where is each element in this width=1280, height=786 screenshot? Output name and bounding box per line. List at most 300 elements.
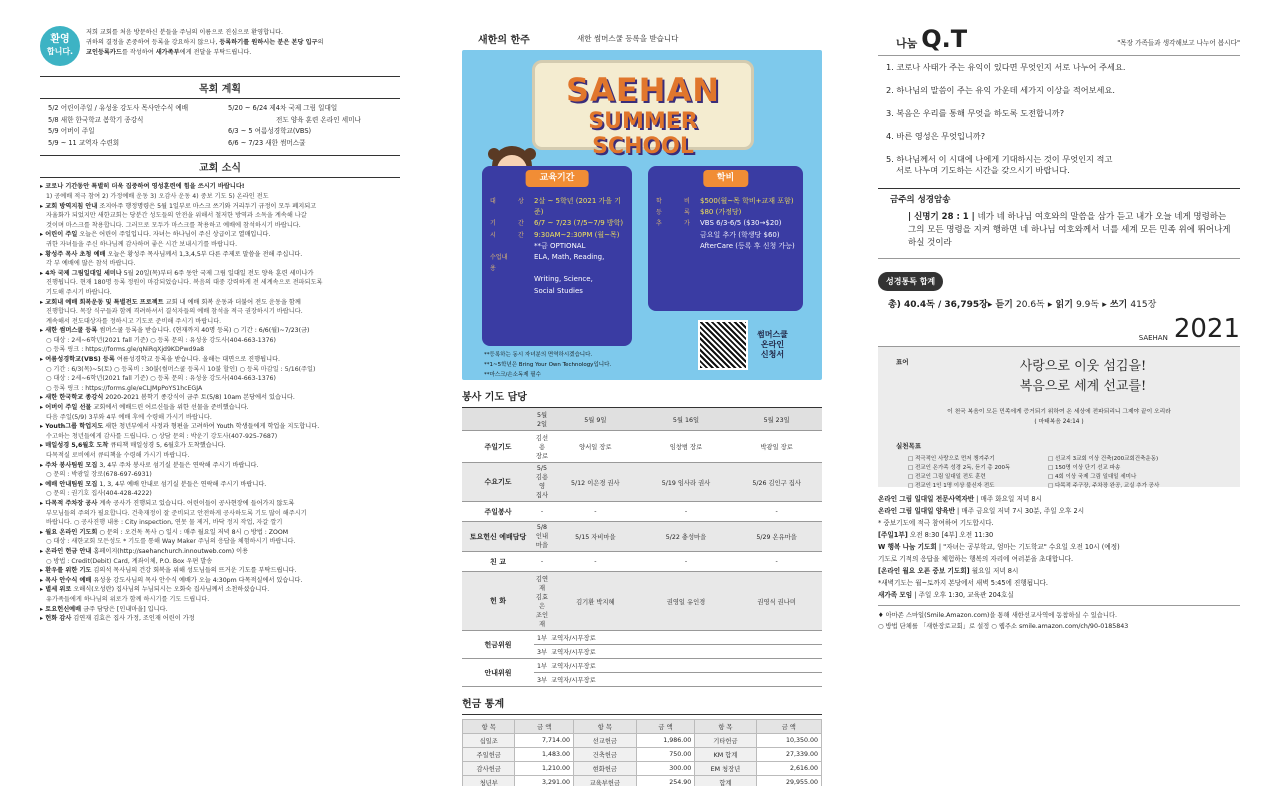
bullet-icon: ▸ (40, 615, 46, 623)
plan-left-item: 5/9 어버이 주일 (48, 127, 95, 136)
poster-row-value: ELA, Math, Reading, (534, 253, 605, 262)
news-subline: ○ 대상 : 새한교회 모든성도 * 기도를 통해 Way Maker 주님의 응답을 체험하시기 바랍니다. (46, 538, 296, 546)
poster-note: **마스크/손소독제 필수 (484, 372, 541, 378)
bullet-icon: ▸ (40, 480, 46, 488)
offering-header: 항 목 (574, 720, 637, 734)
poster-row-key2 (684, 241, 694, 252)
news-item (40, 528, 400, 538)
news-text: 5월 20일(목)부터 6주 동안 국제 그림 일대일 전도 양육 훈련 세미나가 (121, 269, 314, 277)
duty-cell: 권영식 권나미 (731, 572, 822, 631)
poster-row (490, 286, 624, 297)
duty-cell: 5/22 충성마을 (641, 522, 732, 552)
memory-verse (878, 188, 1240, 250)
bible-stats (878, 291, 1240, 310)
news-text: 금주 담당은 [인내마을] 입니다. (81, 605, 168, 613)
news-text: 3, 4부 주차 봉사로 섬기실 분들은 연락해 주시기 바랍니다. (97, 461, 259, 469)
news-text: 교회에서 예배드린 어르신들을 위한 선물을 준비했습니다. (91, 404, 249, 412)
news-subline: 기도해 주시기 바랍니다. (46, 288, 112, 296)
news-item (40, 547, 400, 557)
news-item (40, 269, 400, 279)
qr-code[interactable] (698, 320, 748, 370)
plan-title: 목회 계획 (40, 76, 400, 99)
news-item (40, 298, 400, 308)
sign-line: 신청서 (760, 350, 785, 359)
tuition-title: 학비 (703, 170, 748, 187)
info-line (878, 493, 1240, 505)
bullet-icon: ▸ (40, 231, 46, 239)
usher-part: 3부 (534, 673, 550, 687)
poster-row-key2: 비 (684, 198, 690, 205)
duty-row-label: 헌 화 (462, 572, 534, 631)
poster-row-key2: 상 (518, 198, 524, 205)
poster-row (490, 252, 624, 274)
verse-title: 금주의 성경암송 (890, 195, 951, 205)
qt-title: Q.T (921, 26, 968, 53)
church-name: SAEHAN (1138, 334, 1168, 342)
bullet-icon: ▸ (40, 202, 46, 210)
info-bold: 온라인 그림 일대일 전문사역자반 (878, 495, 975, 503)
offering-amount: 750.00 (636, 748, 695, 762)
news-text: 2020-2021 봄학기 종강식이 금주 토(5/8) 10am 본당에서 있습니다. (103, 394, 295, 402)
news-heading: Youth그룹 학업지도 (45, 423, 104, 431)
offering-header: 금 액 (515, 720, 574, 734)
bullet-icon: ▸ (40, 423, 46, 431)
bullet-icon: ▸ (40, 250, 46, 258)
info-text: * 중보기도에 적극 참여하여 기도합시다. (878, 519, 994, 527)
news-heading: 목사 안수식 예배 (45, 576, 92, 584)
news-item (40, 202, 400, 212)
bullet-icon: ▸ (40, 586, 46, 594)
qt-question: 5. 하나님께서 이 시대에 나에게 기대하시는 것이 무엇인지 적고 (886, 154, 1113, 164)
duty-cell: 5/29 온유마을 (731, 522, 822, 552)
duty-row (462, 522, 822, 552)
plan-left (48, 103, 228, 149)
poster-row-key: 학 (656, 198, 662, 205)
news-text: 유성웅 강도사님의 목사 안수식 예배가 오늘 4:30pm 다목적실에서 있습니다. (91, 576, 303, 584)
bullet-icon: ▸ (40, 183, 46, 191)
qt-question: 1. 코로나 사태가 주는 유익이 있다면 무엇인지 서로 나누어 주세요. (886, 62, 1126, 72)
verse-ref: | 신명기 28 : 1 | (908, 212, 975, 222)
duty-row (462, 552, 822, 572)
news-subline: ○ 등록 링크 : https://forms.gle/qNiRqXjd9KDPwd9a8 (46, 346, 205, 354)
info-line (878, 529, 1240, 541)
info-bold: W 행복 나눔 기도회 (878, 543, 937, 551)
news-subline: 다음 주일(5/9) 3부와 4부 예배 후에 수령해 가시기 바랍니다. (46, 413, 212, 421)
goal-item: □ 전교인 1인 1명 이상 불신자 전도 (908, 483, 995, 489)
offering-item: 십일조 (463, 734, 515, 748)
info-text: *새벽기도는 월~토까지 본당에서 새벽 5:45에 진행됩니다. (878, 579, 1048, 587)
poster-row-value: 6/7 ~ 7/23 (7/5~7/9 방학) (534, 219, 624, 228)
duty-cell: - (731, 552, 822, 572)
qt-header (878, 26, 1240, 56)
news-subline: 다목적실 로비에서 큐티책을 수령해 가시기 바랍니다. (46, 452, 190, 459)
poster-header-title: 새한의 한주 (478, 34, 530, 46)
badge-line1: 환영 (50, 34, 70, 45)
qt-question-cont: 서로 나누며 기도하는 시간을 갖으시기 바랍니다. (896, 165, 1070, 175)
info-line (878, 541, 1240, 553)
poster-row-key: 시 (490, 231, 496, 239)
education-rows (490, 196, 624, 297)
news-subline: ○ 문의 : 권기호 집사(404-428-4222) (46, 490, 152, 498)
offering-item: 감사헌금 (463, 762, 515, 776)
duty-title: 봉사 기도 담당 (462, 380, 822, 408)
offering-header: 금 액 (756, 720, 821, 734)
bible-total: 총) 40.4독 / 36,795장 (888, 300, 988, 310)
bullet-icon: ▸ (40, 298, 46, 306)
poster-row (490, 274, 624, 285)
news-item (40, 393, 400, 403)
news-text: 큐티책 매일성경 5, 6월호가 도착했습니다. (108, 442, 226, 450)
poster-row-value: Social Studies (534, 286, 583, 295)
goals-label: 실천목표 (896, 442, 922, 450)
qt-question: 4. 바른 영성은 무엇입니까? (886, 131, 986, 141)
news-subline: 진행합니다. 목장 식구들과 함께 격려하셔서 결석자들의 예배 참석을 적극 권장하시기 바랍니다. (46, 308, 303, 316)
duty-date: 5월 23일 (731, 408, 822, 431)
news-text: 김연재 김효은 집사 가정, 조인재 어린이 가정 (71, 615, 195, 623)
info-bold: [온라인 월요 오픈 중보 기도회] (878, 567, 970, 575)
welcome-line2-c: 의 (317, 39, 324, 46)
summer-school-poster (462, 50, 822, 380)
duty-date: 5월 16일 (641, 408, 732, 431)
duty-cell: 김연재 김효은 조인재 (534, 572, 550, 631)
welcome-text (86, 26, 386, 58)
duty-cell: - (534, 552, 550, 572)
duty-date: 5월 9일 (550, 408, 641, 431)
poster-row-value: 금요일 추가 (학생당 $60) (700, 230, 780, 239)
offering-amount: 10,350.00 (756, 734, 821, 748)
offering-header: 항 목 (463, 720, 515, 734)
news-subline: 수고하는 청년들에게 감사를 드립니다. ○ 상담 문의 : 박운기 강도사(407-925-7687) (46, 432, 278, 440)
poster-row-key2 (518, 252, 528, 274)
amazon-line: ♦ 아마존 스마일(Smile.Amazon.com)을 통해 새한선교사역에 동참하실 수 있습니다. (878, 612, 1118, 619)
offering-item: 주일헌금 (463, 748, 515, 762)
usher-part: 1부 (534, 659, 550, 673)
banner-line1: SAEHAN (566, 71, 720, 109)
news-item (40, 403, 400, 413)
info-text: 월요일 저녁 8시 (969, 567, 1019, 575)
poster-row-value: AfterCare (등록 후 신청 가능) (700, 241, 795, 250)
duty-cell: - (534, 502, 550, 522)
news-item (40, 461, 400, 471)
news-text: 오늘은 황성주 목사님께서 1,3,4,5부 다른 주제로 말씀을 전해 주십니다. (105, 250, 303, 258)
news-subline: ○ 대상 : 2세~6학년(2021 fall 기준) ○ 등록 문의 : 유성웅 강도사(404-663-1376) (46, 375, 276, 383)
amazon-line: ○ 방법 단체를 「새한장로교회」로 설정 ○ 웹주소 smile.amazon.com/ch/90-0185843 (878, 623, 1129, 630)
poster-row (656, 207, 795, 218)
motto-box (878, 347, 1240, 487)
news-subline: 각 부 예배에 많은 참석 바랍니다. (46, 260, 136, 268)
bullet-icon: ▸ (40, 461, 46, 469)
poster-row (656, 196, 795, 207)
duty-cell: - (550, 552, 641, 572)
duty-cell: 박광일 장로 (731, 431, 822, 463)
duty-row-label: 토요헌신 예배담당 (462, 522, 534, 552)
poster-row-key: 기 (490, 220, 496, 228)
news-item (40, 441, 400, 451)
news-heading: 예배 안내팀원 모집 (45, 480, 98, 488)
welcome-line3-d: 에게 전달을 부탁드립니다. (179, 49, 252, 56)
sign-line: 온라인 (760, 340, 785, 349)
offering-amount: 1,986.00 (636, 734, 695, 748)
news-subline: ○ 대상 : 2세~6학년(2021 fall 기준) ○ 등록 문의 : 유성웅 강도사(404-663-1376) (46, 336, 276, 344)
news-subline: 유가족들에게 하나님의 위로가 함께 하시기를 기도 드립니다. (46, 595, 210, 603)
news-text: ○ 문의 : 오건독 목사 ○ 일시 : 매주 월요일 저녁 8시 ○ 방법 : ZOOM (97, 528, 289, 536)
motto-verse-ref: ( 마태복음 24:14 ) (1034, 419, 1084, 425)
info-line (878, 505, 1240, 517)
duty-cell: - (641, 502, 732, 522)
duty-corner (462, 408, 534, 431)
bullet-icon: ▸ (40, 327, 46, 335)
plan-left-item: 5/9 ~ 11 교역자 수련회 (48, 138, 120, 147)
poster-row-key2 (518, 286, 528, 297)
welcome-box (40, 26, 400, 72)
qt-prefix: 나눔 (896, 37, 918, 50)
welcome-line3 (86, 48, 386, 58)
news-subline: 1) 공예배 적극 참여 2) 가정예배 운동 3) 오감사 운동 4) 중보 기도 5) 온라인 전도 (46, 192, 269, 200)
offering-item: KM 합계 (695, 748, 756, 762)
goal-item: □ 다목적 주구장, 주차장 완공, 교실 추가 공사 (1048, 483, 1160, 489)
news-heading: 토요헌신예배 (45, 605, 82, 613)
duty-header-row (462, 408, 822, 431)
poster-row-key2: 간 (518, 220, 524, 228)
news-item (40, 576, 400, 586)
middle-column (462, 26, 822, 786)
news-subline: ○ 기간 : 6/3(목)~5(토) ○ 등록비 : 30불(썸머스쿨 등록시 10불 할인) ○ 등록 마감일 : 5/16(주일) (46, 365, 316, 373)
sign-line: 썸머스쿨 (757, 330, 788, 339)
welcome-line3-c: 새가족부 (155, 49, 180, 56)
news-heading: 월요 온라인 기도회 (45, 528, 98, 536)
news-text: 썸머스쿨 등록을 받습니다. (현재까지 40명 등록) ○ 기간 : 6/6(월)~7/23(금) (97, 327, 310, 335)
poster-row-key2: 간 (518, 231, 524, 239)
duty-row-label: 주일봉사 (462, 502, 534, 522)
news-text: 새한 청년부에서 사정과 형편을 고려하여 Youth 학생들에게 학업을 지도합니다. (103, 423, 320, 431)
poster-row-value: $80 (가정당) (700, 208, 742, 217)
news-heading: 황성주 목사 초청 예배 (45, 250, 106, 258)
offering-row (463, 734, 822, 748)
bullet-icon: ▸ (40, 356, 46, 364)
bullet-icon: ▸ (40, 605, 46, 613)
left-column (40, 26, 400, 786)
year-number: 2021 (1173, 314, 1240, 344)
info-list (878, 487, 1240, 601)
bullet-icon: ▸ (40, 442, 46, 450)
welcome-line2 (86, 38, 386, 48)
offering-table (462, 719, 822, 786)
offering-item: 선교헌금 (574, 734, 637, 748)
banner-line2: SUMMER SCHOOL (588, 109, 698, 159)
info-bold: 새가족 모임 (878, 591, 913, 599)
offering-title: 헌금 통계 (462, 687, 822, 715)
offering-item: 기타헌금 (695, 734, 756, 748)
offering-row (463, 762, 822, 776)
plan-left-item: 5/2 어린이주일 / 유성웅 강도사 목사안수식 예배 (48, 104, 189, 112)
poster-row-key (490, 274, 512, 285)
offering-item: 합계 (695, 776, 756, 786)
goal-item: □ 선교지 3교회 이상 건축(200교회건축운동) (1048, 456, 1159, 462)
goal-item: □ 전교인 온가족 성경 2독, 듣기 총 200독 (908, 465, 1011, 471)
motto-verse (888, 407, 1230, 427)
write-label: ▸ 쓰기 (1099, 300, 1131, 310)
news-heading: 매일성경 5,6월호 도착 (45, 442, 109, 450)
news-item (40, 566, 400, 576)
plan-right (228, 103, 400, 149)
offering-item: 청년부 (463, 776, 515, 786)
education-period-title: 교육기간 (526, 170, 589, 187)
offering-amount: 7,714.00 (515, 734, 574, 748)
poster-row-value: 9:30AM~2:30PM (월~목) (534, 230, 620, 239)
news-heading: 헌화 감사 (45, 615, 72, 623)
info-line (878, 517, 1240, 529)
duty-cell: 5/5 김용영 집사 (534, 463, 550, 502)
poster-row (490, 218, 624, 229)
news-subline: ○ 방법 : Credit(Debit) Card, 계좌이체, P.O. Box 우편 발송 (46, 557, 213, 565)
year-header (878, 316, 1240, 347)
poster-row (656, 230, 795, 241)
info-line (878, 553, 1240, 565)
news-heading: 4차 국제 그림일대일 세미나 (45, 269, 122, 277)
offering-amount: 2,616.00 (756, 762, 821, 776)
offering-amount: 254.90 (636, 776, 695, 786)
poster-row-key: 수업내용 (490, 254, 508, 273)
poster-row-value: VBS 6/3-6/5 ($30→$20) (700, 219, 782, 228)
poster-row-key2: 록 (684, 209, 690, 217)
news-heading: 별세 위로 (45, 586, 72, 594)
info-line (878, 577, 1240, 589)
goals-grid (908, 455, 1218, 491)
news-heading: 온라인 헌금 안내 (45, 547, 92, 555)
news-item (40, 614, 400, 624)
poster-row-value: $500(월~목 학비+교재 포함) (700, 197, 794, 205)
offering-amount: 1,483.00 (515, 748, 574, 762)
usher-who: 교역자/시무장로 (550, 645, 822, 659)
poster-row (490, 230, 624, 241)
motto-calligraphy (988, 357, 1178, 397)
usher-row (462, 659, 822, 673)
duty-cell: 임창범 장로 (641, 431, 732, 463)
goal-item: □ 150명 이상 단기 선교 파송 (1048, 465, 1121, 471)
goal-item: □ 전교인 그림 일대일 전도 훈련 (908, 474, 986, 480)
news-item (40, 585, 400, 595)
offering-item: EM 청장년 (695, 762, 756, 776)
tuition-box (648, 166, 803, 311)
qt-question: 2. 하나님의 말씀이 주는 유익 가운데 세가지 이상을 적어보세요. (886, 85, 1115, 95)
news-text: 김의석 목사님의 건강 회복을 위해 성도님들의 뜨거운 기도를 부탁드립니다. (91, 567, 297, 575)
welcome-line1: 저희 교회를 처음 방문하신 분들을 주님의 이름으로 진심으로 환영합니다. (86, 29, 284, 36)
news-item (40, 422, 400, 432)
news-subline: 부모님들의 주의가 필요합니다. 건축재정이 잘 준비되고 안전하게 공사하도록 기도 많이 해주시기 (46, 509, 307, 517)
tuition-rows (656, 196, 795, 252)
duty-row-label: 주일기도 (462, 431, 534, 463)
news-item (40, 182, 400, 192)
duty-row (462, 572, 822, 631)
poster-row-key (490, 286, 512, 297)
usher-who: 교역자/시무장로 (550, 631, 822, 645)
news-heading: 다목적 주차장 공사 (45, 499, 98, 507)
goal-item: □ 적극적인 사랑으로 먼저 챙겨주기 (908, 456, 995, 462)
info-bold: 온라인 그림 일대일 양육반 (878, 507, 955, 515)
bullet-icon: ▸ (40, 576, 46, 584)
usher-label: 헌금위원 (462, 631, 534, 659)
duty-cell: 양서일 장로 (550, 431, 641, 463)
bullet-icon: ▸ (40, 404, 46, 412)
news-heading: 어린이 주일 (45, 231, 78, 239)
usher-label: 안내위원 (462, 659, 534, 687)
info-text: | 매주 금요일 저녁 7시 30분, 주일 오후 2시 (954, 507, 1085, 515)
plan-right-item: 6/3 ~ 5 여름성경학교(VBS) (228, 127, 312, 136)
education-period-box (482, 166, 632, 346)
news-heading: 코로나 기간동안 특별히 더욱 집중하여 영성훈련에 힘을 쓰시기 바랍니다! (45, 183, 245, 191)
offering-amount: 3,291.00 (515, 776, 574, 786)
news-subline: 계속해서 전도대상자를 정하시고 기도로 준비해 주시기 바랍니다. (46, 317, 222, 325)
news-heading: 새한 한국학교 종강식 (45, 394, 104, 402)
offering-item: 현화헌금 (574, 762, 637, 776)
news-subline: 것이며 마스크를 착용합니다. 그러므로 모두가 마스크를 착용하고 예배에 참석하시기 바랍니다. (46, 221, 301, 229)
info-text: | 주일 오후 1:30, 교육관 204호실 (912, 591, 1014, 599)
bullet-icon: ▸ (40, 528, 46, 536)
duty-row-label: 친 교 (462, 552, 534, 572)
news-text: 1, 3, 4부 예배 안내로 섬기실 분들은 연락해 주시기 바랍니다. (97, 480, 267, 488)
read-value: 9.9독 (1076, 300, 1100, 310)
news-item (40, 250, 400, 260)
read-label: ▸ 읽기 (1044, 300, 1077, 310)
welcome-line2-b: 등록하기를 원하시는 분은 본당 입구 (219, 39, 318, 46)
motto-line1: 사랑으로 이웃 섬김을! (1019, 359, 1147, 374)
news-subline: ○ 문의 : 박광일 장로(678-697-6931) (46, 471, 152, 479)
news-text: 여름성경학교 등록을 받습니다. 올해는 대면으로 진행됩니다. (114, 356, 281, 364)
news-text: 계속 공사가 진행되고 있습니다. 어린이들이 공사현장에 들어가지 않도록 (97, 499, 295, 507)
write-value: 415장 (1130, 300, 1157, 310)
duty-row (462, 502, 822, 522)
verse-text: 네가 네 하나님 여호와의 말씀을 삼가 듣고 내가 오늘 네게 명령하는 그의 모든 명령을 지켜 행하면 네 하나님 여호와께서 너를 세계 모든 민족 위에 뛰어나게 하실 것이라 (908, 212, 1231, 248)
duty-cell: 5/15 자비마을 (550, 522, 641, 552)
usher-part: 1부 (534, 631, 550, 645)
motto-verse-text: 이 천국 복음이 모든 민족에게 증거되기 위하여 온 세상에 전파되리니 그제야 끝이 오리라 (947, 409, 1171, 415)
news-item (40, 499, 400, 509)
info-text: | "자녀는 공부학교, 엄마는 기도학교" 수요일 오전 10시 (예정) (936, 543, 1120, 551)
duty-cell: 5/19 임사라 권사 (641, 463, 732, 502)
news-subline: 귀한 자녀들을 주신 하나님께 감사하며 좋은 시간 보내시기를 바랍니다. (46, 240, 238, 248)
welcome-line3-b: 를 작성하여 (121, 49, 156, 56)
poster-banner (532, 60, 754, 159)
plan-right-item: 전도 양육 훈련 온라인 세미나 (276, 115, 361, 124)
online-signup-label (757, 330, 788, 360)
badge-line2: 합니다. (46, 47, 74, 56)
poster-row (656, 218, 795, 229)
poster-row-key: 추 (656, 220, 662, 228)
duty-cell: - (731, 502, 822, 522)
duty-cell: - (641, 552, 732, 572)
goal-item: □ 4회 이상 국제 그림 일대일 세미나 (1048, 474, 1137, 480)
news-heading: 주차 봉사팀원 모집 (45, 461, 98, 469)
poster-note: **등록하는 동시 자녀분의 면역하시겠습니다. (484, 352, 593, 358)
info-text: | 매주 화요일 저녁 8시 (974, 495, 1042, 503)
news-item (40, 605, 400, 615)
offering-row (463, 776, 822, 786)
news-item (40, 326, 400, 336)
poster-notes (484, 350, 611, 380)
amazon-smile (878, 605, 1240, 632)
poster-note: **1~5학년은 Bring Your Own Technology입니다. (484, 362, 612, 368)
bible-reading-pill: 성경통독 합계 (878, 272, 943, 291)
news-text: 오늘은 어린이 주일입니다. 자녀는 하나님이 주신 상급이고 열매입니다. (77, 231, 271, 239)
plan-right-item: 5/20 ~ 6/24 제4차 국제 그림 일대일 (228, 104, 338, 112)
qt-note: "목장 가족들과 생각해보고 나누어 봅시다" (1117, 39, 1240, 47)
poster-row (490, 196, 624, 218)
news-subline: 진행됩니다. 현재 180명 등록 정원이 마감되었습니다. 복음의 대중 강력하게 전 세계속으로 전파되도록 (46, 279, 323, 287)
plan-left-item: 5/8 새한 한국학교 봄학기 종강식 (48, 115, 144, 124)
offering-amount: 29,955.00 (756, 776, 821, 786)
duty-cell: 권영일 유인경 (641, 572, 732, 631)
motto-line2: 복음으로 세계 선교를! (1019, 379, 1147, 394)
